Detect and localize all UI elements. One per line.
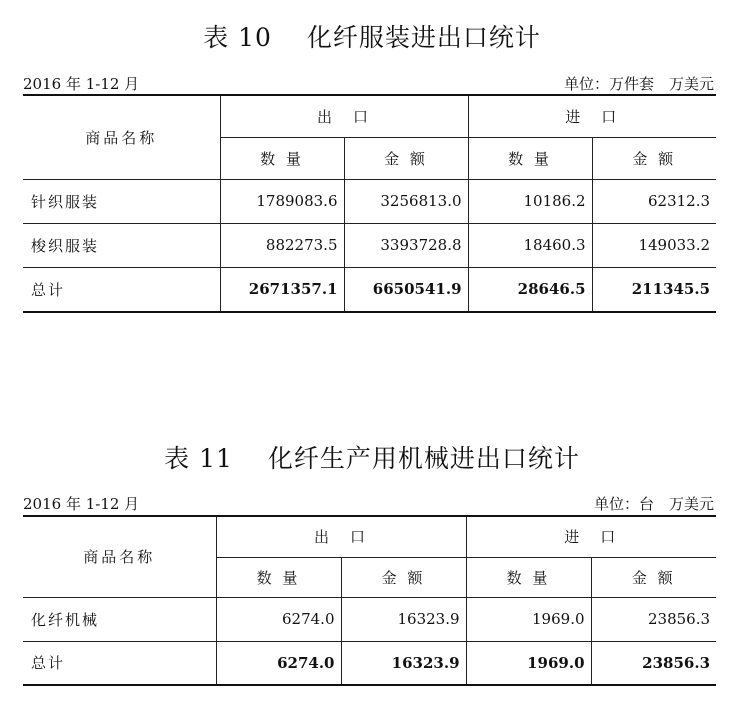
total-label: 总计 <box>23 267 220 312</box>
table10-name-header: 商品名称 <box>23 95 220 179</box>
import-qty-cell: 1969.0 <box>466 597 591 641</box>
total-export-amount: 16323.9 <box>341 641 466 685</box>
table-row <box>23 597 716 641</box>
table10-header-row <box>23 95 716 137</box>
table10 <box>23 94 716 313</box>
table10-import-header: 进 口 <box>468 95 716 137</box>
table10-period: 2016 年 1-12 月 <box>23 75 140 93</box>
import-amount-cell: 23856.3 <box>591 597 716 641</box>
table11-export-header: 出 口 <box>216 516 466 557</box>
import-qty-cell: 10186.2 <box>468 179 592 223</box>
table10-unit: 单位：万件套 万美元 <box>563 75 714 93</box>
table10-import-amount-header: 金 额 <box>592 137 716 179</box>
import-qty-cell: 18460.3 <box>468 223 592 267</box>
table11-unit: 单位：台 万美元 <box>593 495 714 513</box>
table10-export-amount-header: 金 额 <box>344 137 468 179</box>
table10-import-qty-header: 数 量 <box>468 137 592 179</box>
row-name: 针织服装 <box>23 179 220 223</box>
total-import-qty: 28646.5 <box>468 267 592 312</box>
table11-export-amount-header: 金 额 <box>341 557 466 597</box>
table11-header-row <box>23 516 716 557</box>
export-qty-cell: 1789083.6 <box>220 179 344 223</box>
total-import-amount: 23856.3 <box>591 641 716 685</box>
row-name: 化纤机械 <box>23 597 216 641</box>
table11-name-header: 商品名称 <box>23 516 216 597</box>
export-amount-cell: 3256813.0 <box>344 179 468 223</box>
table11-period: 2016 年 1-12 月 <box>23 495 140 513</box>
total-export-amount: 6650541.9 <box>344 267 468 312</box>
table10-title: 表 10 化纤服装进出口统计 <box>203 23 541 52</box>
table10-export-qty-header: 数 量 <box>220 137 344 179</box>
total-export-qty: 2671357.1 <box>220 267 344 312</box>
total-import-qty: 1969.0 <box>466 641 591 685</box>
table11 <box>23 515 716 686</box>
table11-import-qty-header: 数 量 <box>466 557 591 597</box>
table11-import-header: 进 口 <box>466 516 716 557</box>
total-label: 总计 <box>23 641 216 685</box>
table-row <box>23 223 716 267</box>
total-row <box>23 641 716 685</box>
import-amount-cell: 149033.2 <box>592 223 716 267</box>
table11-title: 表 11 化纤生产用机械进出口统计 <box>164 444 580 473</box>
export-amount-cell: 3393728.8 <box>344 223 468 267</box>
total-import-amount: 211345.5 <box>592 267 716 312</box>
export-amount-cell: 16323.9 <box>341 597 466 641</box>
total-export-qty: 6274.0 <box>216 641 341 685</box>
import-amount-cell: 62312.3 <box>592 179 716 223</box>
table10-export-header: 出 口 <box>220 95 468 137</box>
export-qty-cell: 6274.0 <box>216 597 341 641</box>
row-name: 梭织服装 <box>23 223 220 267</box>
table-row <box>23 179 716 223</box>
table11-export-qty-header: 数 量 <box>216 557 341 597</box>
export-qty-cell: 882273.5 <box>220 223 344 267</box>
table11-import-amount-header: 金 额 <box>591 557 716 597</box>
total-row <box>23 267 716 312</box>
